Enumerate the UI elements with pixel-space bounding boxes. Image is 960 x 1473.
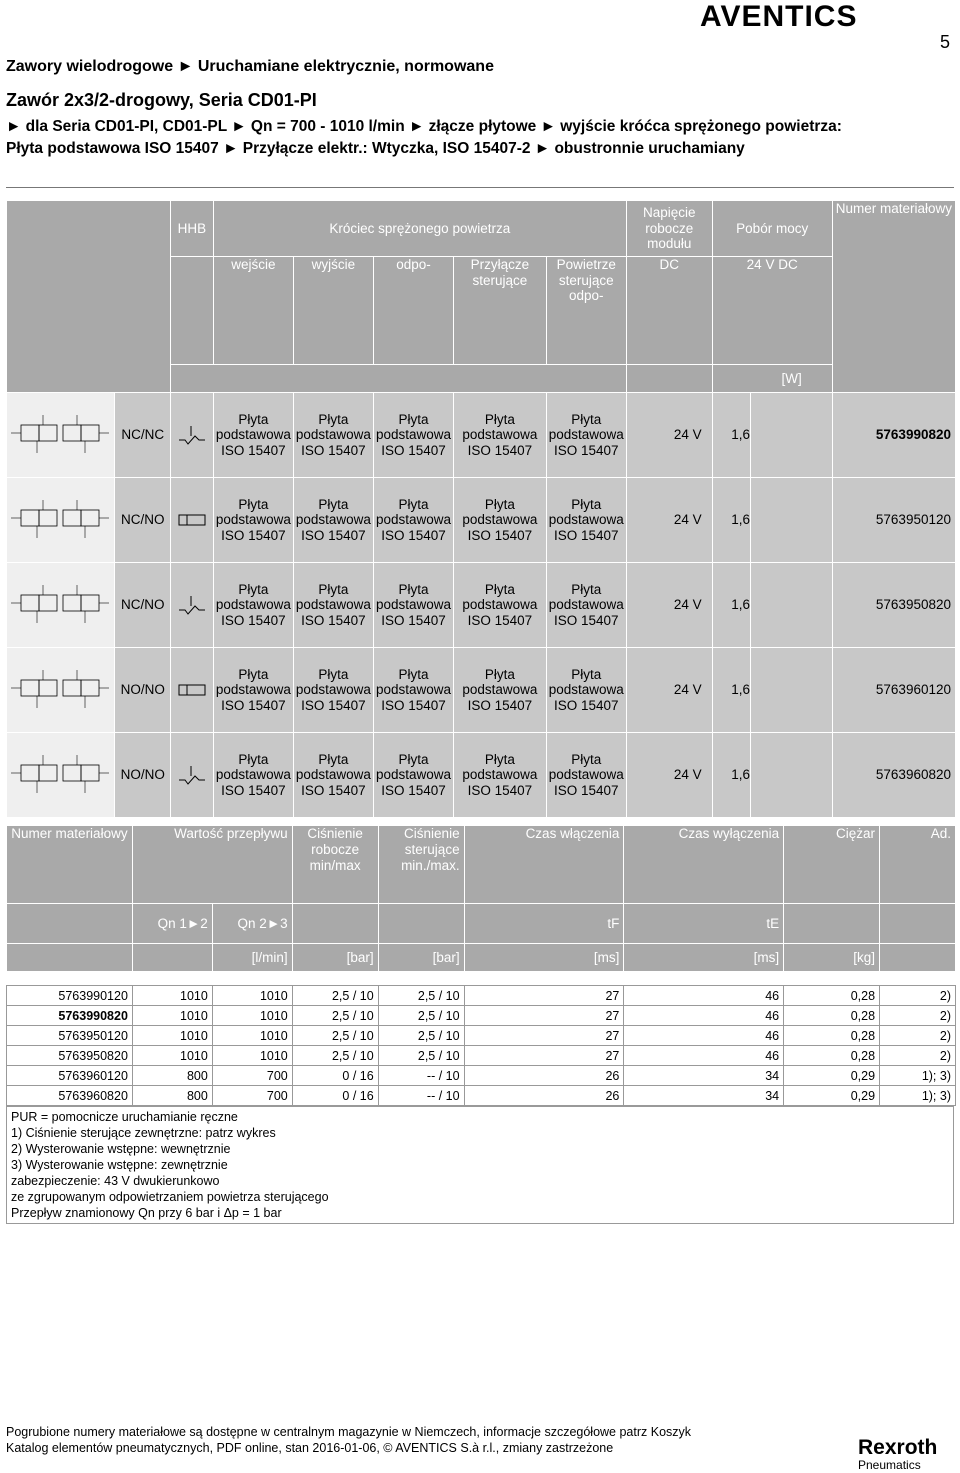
spec-row <box>7 1006 956 1026</box>
part-number-cell: 5763960120 <box>832 648 955 733</box>
unit-spacer-4 <box>132 944 212 972</box>
voltage-cell: 24 V <box>626 393 712 478</box>
function-cell: NC/NO <box>115 478 171 563</box>
bar-unit-1: [bar] <box>292 944 378 972</box>
part-number-cell: 5763950820 <box>832 563 955 648</box>
valve-symbol-icon <box>7 577 114 633</box>
pilot-cell: Płyta podstawowa ISO 15407 <box>453 648 546 733</box>
unit-spacer-3 <box>7 944 133 972</box>
footer-line2: Katalog elementów pneumatycznych, PDF online, stan 2016-01-06, © AVENTICS S.à r.l., zmiany zastrzeżone <box>6 1441 614 1455</box>
outlet-cell: Płyta podstawowa ISO 15407 <box>293 393 373 478</box>
pneumatics-label: Pneumatics <box>858 1458 921 1472</box>
outlet-cell: Płyta podstawowa ISO 15407 <box>293 478 373 563</box>
spec-q12-cell: 800 <box>132 1066 212 1086</box>
spec-q23-cell: 1010 <box>212 986 292 1006</box>
variant-row <box>7 393 956 478</box>
hhb-cell <box>171 648 214 733</box>
note-line: zabezpieczenie: 43 V dwukierunkowo <box>11 1174 220 1188</box>
spec-te-cell: 46 <box>624 1026 784 1046</box>
pilot-exhaust-cell: Płyta podstawowa ISO 15407 <box>546 563 626 648</box>
power-header: Pobór mocy <box>712 201 832 257</box>
power-cell: 1,6 <box>712 733 750 818</box>
inlet-cell: Płyta podstawowa ISO 15407 <box>213 393 293 478</box>
rexroth-logo: Rexroth <box>858 1436 938 1459</box>
spec-q12-cell: 800 <box>132 1086 212 1106</box>
spec-q12-cell: 1010 <box>132 1026 212 1046</box>
power-cell: 1,6 <box>712 393 750 478</box>
qn-spacer-4 <box>784 904 880 944</box>
spec-part-cell: 5763990120 <box>7 986 133 1006</box>
dc-header: DC <box>626 257 712 365</box>
spec-te-cell: 46 <box>624 1046 784 1066</box>
bar-unit-2: [bar] <box>378 944 464 972</box>
spec-p-cell: 2,5 / 10 <box>292 986 378 1006</box>
hhb-symbol-icon <box>171 594 213 616</box>
voltage-cell: 24 V <box>626 478 712 563</box>
v24dc-header: 24 V DC <box>712 257 832 365</box>
qn12-header: Qn 1►2 <box>132 904 212 944</box>
function-cell: NC/NO <box>115 563 171 648</box>
pilot-cell: Płyta podstawowa ISO 15407 <box>453 478 546 563</box>
variants-table <box>6 200 956 818</box>
spec-te-cell: 34 <box>624 1066 784 1086</box>
spec-ad-cell: 2) <box>880 1046 956 1066</box>
symbol-header <box>7 201 171 393</box>
part-no-header: Numer materiałowy <box>832 201 955 393</box>
notes-header: Ad. <box>880 826 956 904</box>
hhb-symbol-icon <box>171 764 213 786</box>
spec-p-cell: 2,5 / 10 <box>292 1046 378 1066</box>
symbol-cell <box>7 648 115 733</box>
pilot-header: Przyłącze sterujące <box>453 257 546 365</box>
note-line: PUR = pomocnicze uruchamianie ręczne <box>11 1110 238 1124</box>
unit-spacer-2 <box>626 365 712 393</box>
spec-kg-cell: 0,29 <box>784 1066 880 1086</box>
variant-row <box>7 733 956 818</box>
pilot-cell: Płyta podstawowa ISO 15407 <box>453 563 546 648</box>
part-number-cell: 5763990820 <box>832 393 955 478</box>
spec-tf-cell: 27 <box>464 1006 624 1026</box>
spec-q23-cell: 1010 <box>212 1046 292 1066</box>
exhaust-cell: Płyta podstawowa ISO 15407 <box>373 563 453 648</box>
tf-header: tF <box>464 904 624 944</box>
subtitle-line1: ► dla Seria CD01-PI, CD01-PL ► Qn = 700 - 1010 l/min ► złącze płytowe ► wyjście króćca sprężonego powietrza: <box>6 118 842 135</box>
flow-unit: [l/min] <box>212 944 292 972</box>
port-group-header: Króciec sprężonego powietrza <box>213 201 626 257</box>
inlet-header: wejście <box>213 257 293 365</box>
outlet-cell: Płyta podstawowa ISO 15407 <box>293 733 373 818</box>
on-time-header: Czas włączenia <box>464 826 624 904</box>
spec-ad-cell: 1); 3) <box>880 1086 956 1106</box>
qn-spacer-2 <box>292 904 378 944</box>
specs-data-table <box>6 985 956 1106</box>
watt-unit: [W] <box>712 365 832 393</box>
spec-ad-cell: 1); 3) <box>880 1066 956 1086</box>
spec-p-cell: 2,5 / 10 <box>292 1006 378 1026</box>
page-title: Zawór 2x3/2-drogowy, Seria CD01-PI <box>6 90 317 110</box>
spec-pp-cell: -- / 10 <box>378 1066 464 1086</box>
note-line: ze zgrupowanym odpowietrzaniem powietrza sterującego <box>11 1190 329 1204</box>
voltage-cell: 24 V <box>626 563 712 648</box>
qn-spacer-5 <box>880 904 956 944</box>
exhaust-header: odpo- <box>373 257 453 365</box>
outlet-cell: Płyta podstawowa ISO 15407 <box>293 563 373 648</box>
valve-symbol-icon <box>7 492 114 548</box>
voltage-cell: 24 V <box>626 733 712 818</box>
spec-pp-cell: 2,5 / 10 <box>378 1006 464 1026</box>
exhaust-cell: Płyta podstawowa ISO 15407 <box>373 648 453 733</box>
spec-kg-cell: 0,28 <box>784 1046 880 1066</box>
inlet-cell: Płyta podstawowa ISO 15407 <box>213 478 293 563</box>
ms-unit-1: [ms] <box>464 944 624 972</box>
spec-pp-cell: 2,5 / 10 <box>378 1046 464 1066</box>
qn-spacer-3 <box>378 904 464 944</box>
pilot-air-header: Powietrze sterujące odpo- <box>546 257 626 365</box>
spec-kg-cell: 0,28 <box>784 1006 880 1026</box>
part-no-header-2: Numer materiałowy <box>7 826 133 904</box>
op-pressure-header: Ciśnienie robocze min/max <box>292 826 378 904</box>
qn-spacer <box>7 904 133 944</box>
inlet-cell: Płyta podstawowa ISO 15407 <box>213 563 293 648</box>
specs-table <box>6 825 956 972</box>
divider <box>6 187 954 188</box>
hhb-cell <box>171 733 214 818</box>
hhb-symbol-icon <box>171 424 213 446</box>
spec-q23-cell: 700 <box>212 1086 292 1106</box>
pilot-cell: Płyta podstawowa ISO 15407 <box>453 393 546 478</box>
spec-part-cell: 5763960820 <box>7 1086 133 1106</box>
variant-row <box>7 563 956 648</box>
spec-tf-cell: 27 <box>464 986 624 1006</box>
outlet-cell: Płyta podstawowa ISO 15407 <box>293 648 373 733</box>
variant-row <box>7 648 956 733</box>
spacer-cell <box>751 733 833 818</box>
qn23-header: Qn 2►3 <box>212 904 292 944</box>
spec-q12-cell: 1010 <box>132 1006 212 1026</box>
off-time-header: Czas wyłączenia <box>624 826 784 904</box>
spec-row <box>7 1046 956 1066</box>
note-line: 1) Ciśnienie sterujące zewnętrzne: patrz wykres <box>11 1126 276 1140</box>
function-cell: NO/NO <box>115 648 171 733</box>
spec-row <box>7 1086 956 1106</box>
pilot-exhaust-cell: Płyta podstawowa ISO 15407 <box>546 648 626 733</box>
inlet-cell: Płyta podstawowa ISO 15407 <box>213 733 293 818</box>
spec-tf-cell: 26 <box>464 1066 624 1086</box>
hhb-cell <box>171 478 214 563</box>
symbol-cell <box>7 733 115 818</box>
spec-q23-cell: 700 <box>212 1066 292 1086</box>
symbol-cell <box>7 563 115 648</box>
spec-pp-cell: 2,5 / 10 <box>378 986 464 1006</box>
spec-part-cell: 5763960120 <box>7 1066 133 1086</box>
spec-q23-cell: 1010 <box>212 1026 292 1046</box>
symbol-cell <box>7 478 115 563</box>
part-number-cell: 5763950120 <box>832 478 955 563</box>
spec-p-cell: 0 / 16 <box>292 1066 378 1086</box>
spec-te-cell: 34 <box>624 1086 784 1106</box>
exhaust-cell: Płyta podstawowa ISO 15407 <box>373 733 453 818</box>
function-cell: NO/NO <box>115 733 171 818</box>
spacer-cell <box>751 648 833 733</box>
spacer-cell <box>751 563 833 648</box>
valve-symbol-icon <box>7 407 114 463</box>
spec-pp-cell: 2,5 / 10 <box>378 1026 464 1046</box>
spacer-cell <box>751 393 833 478</box>
weight-header: Ciężar <box>784 826 880 904</box>
note-line: 3) Wysterowanie wstępne: zewnętrznie <box>11 1158 228 1172</box>
category-heading: Zawory wielodrogowe ► Uruchamiane elektrycznie, normowane <box>6 58 494 75</box>
hhb-symbol-icon <box>171 679 213 701</box>
spec-part-cell: 5763990820 <box>7 1006 133 1026</box>
spec-tf-cell: 27 <box>464 1046 624 1066</box>
valve-symbol-icon <box>7 662 114 718</box>
power-cell: 1,6 <box>712 648 750 733</box>
inlet-cell: Płyta podstawowa ISO 15407 <box>213 648 293 733</box>
flow-header: Wartość przepływu <box>132 826 292 904</box>
note-line: Przepływ znamionowy Qn przy 6 bar i Δp = 1 bar <box>11 1206 282 1220</box>
spec-kg-cell: 0,28 <box>784 1026 880 1046</box>
spec-te-cell: 46 <box>624 986 784 1006</box>
spec-row <box>7 1066 956 1086</box>
hhb-cell <box>171 563 214 648</box>
spec-q23-cell: 1010 <box>212 1006 292 1026</box>
spec-kg-cell: 0,28 <box>784 986 880 1006</box>
spec-ad-cell: 2) <box>880 1006 956 1026</box>
symbol-cell <box>7 393 115 478</box>
notes-box <box>6 1106 954 1224</box>
ms-unit-2: [ms] <box>624 944 784 972</box>
hhb-sub <box>171 257 214 365</box>
hhb-symbol-icon <box>171 509 213 531</box>
spec-p-cell: 2,5 / 10 <box>292 1026 378 1046</box>
variant-row <box>7 478 956 563</box>
spec-tf-cell: 26 <box>464 1086 624 1106</box>
spec-q12-cell: 1010 <box>132 1046 212 1066</box>
aventics-logo: AVENTICS <box>700 0 858 33</box>
page-number: 5 <box>940 32 951 52</box>
part-number-cell: 5763960820 <box>832 733 955 818</box>
voltage-cell: 24 V <box>626 648 712 733</box>
spec-q12-cell: 1010 <box>132 986 212 1006</box>
spec-row <box>7 1026 956 1046</box>
spec-kg-cell: 0,29 <box>784 1086 880 1106</box>
hhb-header: HHB <box>171 201 214 257</box>
voltage-header: Napięcie robocze modułu <box>626 201 712 257</box>
spec-ad-cell: 2) <box>880 1026 956 1046</box>
spec-row <box>7 986 956 1006</box>
spec-te-cell: 46 <box>624 1006 784 1026</box>
function-cell: NC/NC <box>115 393 171 478</box>
power-cell: 1,6 <box>712 478 750 563</box>
outlet-header: wyjście <box>293 257 373 365</box>
exhaust-cell: Płyta podstawowa ISO 15407 <box>373 393 453 478</box>
unit-spacer <box>171 365 627 393</box>
spec-tf-cell: 27 <box>464 1026 624 1046</box>
subtitle <box>6 116 956 160</box>
pilot-exhaust-cell: Płyta podstawowa ISO 15407 <box>546 393 626 478</box>
kg-unit: [kg] <box>784 944 880 972</box>
te-header: tE <box>624 904 784 944</box>
exhaust-cell: Płyta podstawowa ISO 15407 <box>373 478 453 563</box>
spec-part-cell: 5763950120 <box>7 1026 133 1046</box>
pilot-exhaust-cell: Płyta podstawowa ISO 15407 <box>546 478 626 563</box>
hhb-cell <box>171 393 214 478</box>
spec-part-cell: 5763950820 <box>7 1046 133 1066</box>
note-line: 2) Wysterowanie wstępne: wewnętrznie <box>11 1142 231 1156</box>
pilot-exhaust-cell: Płyta podstawowa ISO 15407 <box>546 733 626 818</box>
spec-pp-cell: -- / 10 <box>378 1086 464 1106</box>
pilot-pressure-header: Ciśnienie sterujące min./max. <box>378 826 464 904</box>
subtitle-line2: Płyta podstawowa ISO 15407 ► Przyłącze elektr.: Wtyczka, ISO 15407-2 ► obustronnie uruchamiany <box>6 140 745 157</box>
valve-symbol-icon <box>7 747 114 803</box>
pilot-cell: Płyta podstawowa ISO 15407 <box>453 733 546 818</box>
spec-p-cell: 0 / 16 <box>292 1086 378 1106</box>
footer-line1: Pogrubione numery materiałowe są dostępne w centralnym magazynie w Niemczech, informacje szczegółowe patrz Koszyk <box>6 1425 692 1439</box>
power-cell: 1,6 <box>712 563 750 648</box>
spec-ad-cell: 2) <box>880 986 956 1006</box>
unit-spacer-5 <box>880 944 956 972</box>
spacer-cell <box>751 478 833 563</box>
